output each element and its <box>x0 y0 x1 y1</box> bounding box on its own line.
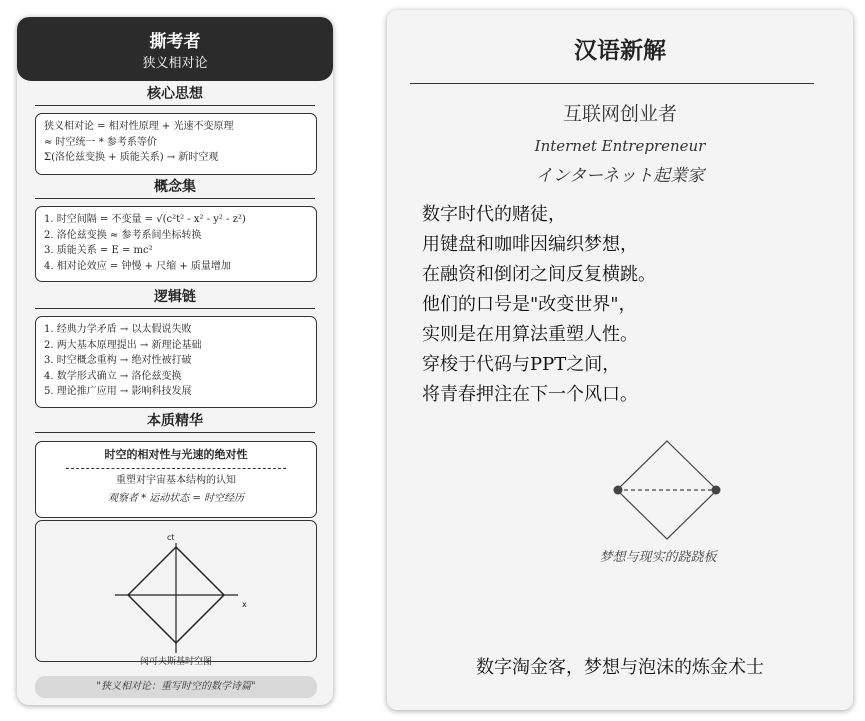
poem-line: 他们的口号是"改变世界"， <box>422 294 637 315</box>
concept-line: 4. 相对论效应 = 钟慢 + 尺缩 + 质量增加 <box>44 260 231 272</box>
left-card <box>17 17 333 705</box>
essence-main: 时空的相对性与光速的绝对性 <box>104 448 248 461</box>
definition-poem <box>422 200 842 410</box>
poem-line: 将青春押注在下一个风口。 <box>422 384 638 405</box>
right-card <box>387 10 853 710</box>
core-line: 狭义相对论 = 相对性原理 + 光速不变原理 <box>44 121 234 132</box>
logic-chain-heading: 逻辑链 <box>35 288 315 309</box>
seesaw-right-dot <box>712 486 721 495</box>
term-english: Internet Entrepreneur <box>534 137 706 155</box>
poem-line: 实则是在用算法重塑人性。 <box>422 324 638 345</box>
seesaw-caption: 梦想与现实的跷跷板 <box>599 550 717 565</box>
right-card-footer: 数字淘金客，梦想与泡沫的炼金术士 <box>476 657 764 678</box>
dashed-divider <box>66 468 286 469</box>
essence-heading: 本质精华 <box>35 412 315 433</box>
minkowski-diagram <box>35 520 317 667</box>
core-idea-box <box>35 113 317 175</box>
logic-line: 2. 两大基本原理提出 → 新理论基础 <box>44 339 202 351</box>
concept-line: 2. 洛伦兹变换 ≈ 参考系间坐标转换 <box>44 229 202 241</box>
essence-sub: 重塑对宇宙基本结构的认知 <box>116 475 236 486</box>
poem-line: 在融资和倒闭之间反复横跳。 <box>422 264 656 285</box>
core-idea-heading: 核心思想 <box>35 85 315 106</box>
concepts-heading: 概念集 <box>35 178 315 199</box>
concepts-box <box>35 206 317 282</box>
seesaw-diagram <box>612 437 722 541</box>
poem-line: 用键盘和咖啡因编织梦想， <box>422 234 638 255</box>
left-card-title: 撕考者 <box>149 32 201 52</box>
logic-line: 4. 数学形式确立 → 洛伦兹变换 <box>44 370 182 382</box>
poem-line: 数字时代的赌徒， <box>422 204 566 225</box>
left-card-header <box>17 17 333 81</box>
poem-line: 穿梭于代码与PPT之间， <box>422 354 621 375</box>
essence-formula: 观察者 * 运动状态 = 时空经历 <box>107 493 245 504</box>
right-card-title: 汉语新解 <box>574 37 666 64</box>
core-line: ≈ 时空统一 * 参考系等价 <box>44 136 157 148</box>
logic-chain-box <box>35 316 317 408</box>
ct-axis-label: ct <box>167 533 175 542</box>
essence-box <box>35 441 317 518</box>
logic-line: 3. 时空概念重构 → 绝对性被打破 <box>44 355 192 366</box>
diagram-caption: 闵可夫斯基时空图 <box>139 657 212 667</box>
concept-line: 3. 质能关系 = E = mc² <box>44 245 153 256</box>
left-card-footer: "狭义相对论：重写时空的数学诗篇" <box>35 676 317 698</box>
logic-line: 1. 经典力学矛盾 → 以太假说失败 <box>44 324 192 335</box>
seesaw-left-dot <box>614 486 623 495</box>
concept-line: 1. 时空间隔 = 不变量 = √(c²t² - x² - y² - z²) <box>44 214 246 225</box>
logic-line: 5. 理论推广应用 → 影响科技发展 <box>44 386 192 397</box>
left-card-subtitle: 狭义相对论 <box>142 56 208 71</box>
term-chinese: 互联网创业者 <box>562 103 677 125</box>
core-line: Σ(洛伦兹变换 + 质能关系) → 新时空观 <box>44 152 219 163</box>
minkowski-svg <box>36 521 318 663</box>
title-divider <box>410 83 814 84</box>
term-japanese: インターネット起業家 <box>535 166 705 186</box>
x-axis-label: x <box>242 600 247 609</box>
